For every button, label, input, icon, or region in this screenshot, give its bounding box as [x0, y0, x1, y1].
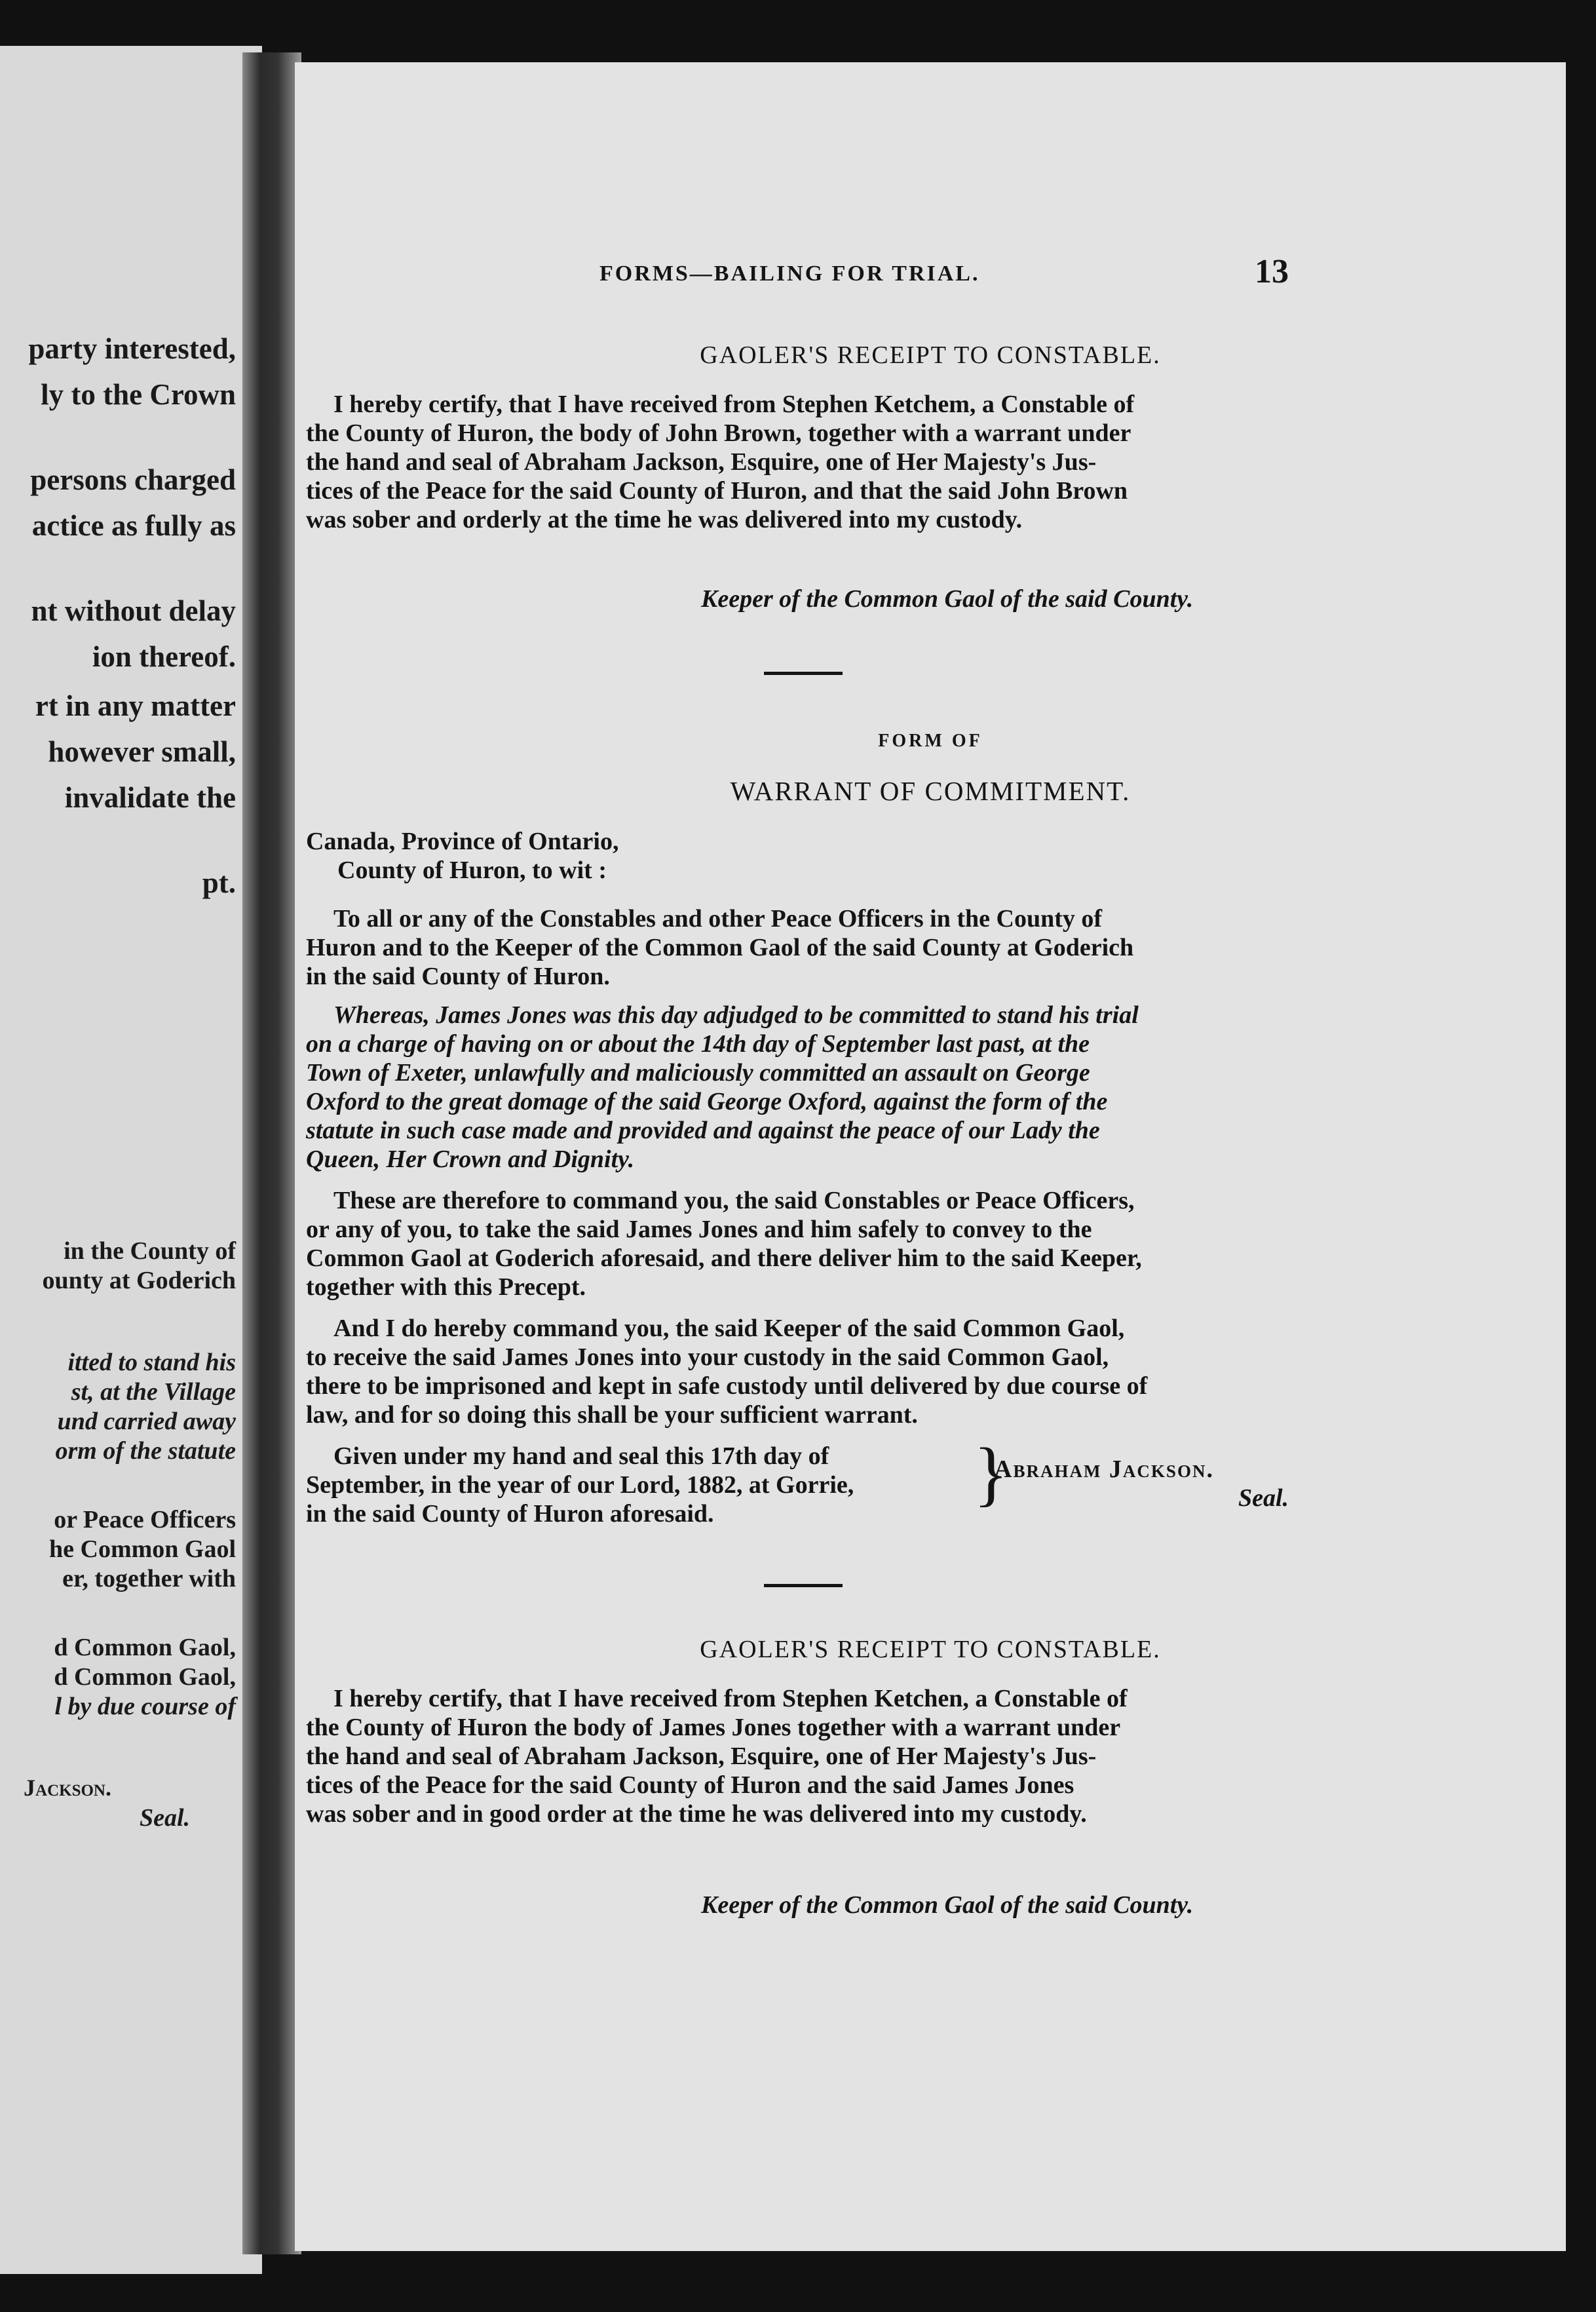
left-fragment-line: d Common Gaol, [54, 1663, 236, 1691]
warrant-address-line: in the said County of Huron. [306, 963, 610, 990]
left-fragment-line: however small, [48, 735, 236, 768]
receipt2-line: was sober and in good order at the time he was delivered into my custody. [306, 1800, 1087, 1828]
warrant-command-line: together with this Precept. [306, 1273, 586, 1301]
receipt2-line: the hand and seal of Abraham Jackson, Esquire, one of Her Majesty's Jus- [306, 1743, 1097, 1770]
warrant-title: WARRANT OF COMMITMENT. [730, 776, 1131, 806]
warrant-keeper-line: law, and for so doing this shall be your sufficient warrant. [306, 1401, 918, 1429]
left-fragment-line: st, at the Village [71, 1378, 236, 1406]
receipt1-signature: Keeper of the Common Gaol of the said County. [701, 585, 1194, 613]
warrant-keeper-command [306, 1314, 1315, 1429]
receipt1-title: GAOLER'S RECEIPT TO CONSTABLE. [700, 341, 1161, 369]
warrant-keeper-line: there to be imprisoned and kept in safe custody until delivered by due course of [306, 1372, 1148, 1400]
page-number: 13 [1255, 253, 1289, 290]
running-head: FORMS—BAILING FOR TRIAL. [599, 261, 980, 286]
left-fragment-line: d Common Gaol, [54, 1634, 236, 1661]
warrant-command-line: Common Gaol at Goderich aforesaid, and there deliver him to the said Keeper, [306, 1244, 1142, 1272]
warrant-command-line: These are therefore to command you, the said Constables or Peace Officers, [333, 1187, 1135, 1214]
warrant-venue-province: Canada, Province of Ontario, [306, 828, 619, 855]
warrant-form-of: FORM OF [878, 731, 983, 751]
left-fragment-line: ounty at Goderich [42, 1267, 236, 1294]
left-fragment-line: actice as fully as [31, 509, 236, 542]
warrant-keeper-line: And I do hereby command you, the said Keeper of the said Common Gaol, [333, 1315, 1125, 1342]
warrant-whereas-line: Whereas, James Jones was this day adjudged to be committed to stand his trial [333, 1001, 1139, 1029]
section-rule [764, 672, 843, 675]
left-fragment-line: pt. [202, 866, 236, 899]
left-fragment-line: er, together with [62, 1565, 236, 1592]
left-fragment-line: orm of the statute [55, 1437, 236, 1465]
section-rule [764, 1584, 843, 1587]
warrant-given-line: September, in the year of our Lord, 1882, at Gorrie, [306, 1471, 854, 1499]
warrant-seal: Seal. [1238, 1484, 1289, 1512]
left-fragment-line: party interested, [28, 332, 236, 365]
left-fragment-seal: Seal. [139, 1804, 190, 1832]
warrant-whereas-line: Queen, Her Crown and Dignity. [306, 1146, 635, 1173]
warrant-given [306, 1442, 968, 1528]
left-fragment-line: nt without delay [31, 594, 236, 627]
receipt2-line: tices of the Peace for the said County of Huron and the said James Jones [306, 1771, 1074, 1799]
left-fragment-line: ion thereof. [92, 640, 236, 673]
receipt1-line: tices of the Peace for the said County of Huron, and that the said John Brown [306, 477, 1128, 505]
left-fragment-line: rt in any matter [35, 689, 236, 722]
left-fragment-line: itted to stand his [67, 1349, 236, 1376]
warrant-keeper-line: to receive the said James Jones into your custody in the said Common Gaol, [306, 1343, 1109, 1371]
receipt1-line: the hand and seal of Abraham Jackson, Esquire, one of Her Majesty's Jus- [306, 448, 1097, 476]
warrant-given-line: in the said County of Huron aforesaid. [306, 1500, 714, 1528]
warrant-whereas-line: Town of Exeter, unlawfully and maliciously committed an assault on George [306, 1059, 1090, 1087]
warrant-address-line: To all or any of the Constables and other Peace Officers in the County of [333, 905, 1103, 933]
warrant-whereas-line: Oxford to the great domage of the said George Oxford, against the form of the [306, 1088, 1108, 1115]
warrant-whereas-line: on a charge of having on or about the 14th day of September last past, at the [306, 1030, 1090, 1058]
warrant-signer: Abraham Jackson. [994, 1455, 1214, 1483]
receipt2-title: GAOLER'S RECEIPT TO CONSTABLE. [700, 1636, 1161, 1663]
receipt2-line: the County of Huron the body of James Jones together with a warrant under [306, 1714, 1121, 1741]
receipt1-line: I hereby certify, that I have received from Stephen Ketchem, a Constable of [333, 391, 1135, 418]
warrant-address [306, 904, 1315, 991]
receipt1-line: the County of Huron, the body of John Brown, together with a warrant under [306, 419, 1131, 447]
left-fragment-line: l by due course of [54, 1693, 236, 1720]
left-fragment-line: in the County of [64, 1237, 236, 1265]
warrant-address-line: Huron and to the Keeper of the Common Gaol of the said County at Goderich [306, 934, 1134, 961]
left-fragment-line: ly to the Crown [41, 378, 236, 411]
receipt2-line: I hereby certify, that I have received from Stephen Ketchen, a Constable of [333, 1685, 1128, 1712]
left-fragment-line: persons charged [30, 463, 236, 496]
left-fragment-line: or Peace Officers [54, 1506, 236, 1533]
warrant-venue-county: County of Huron, to wit : [337, 857, 607, 884]
warrant-whereas [306, 1001, 1315, 1174]
receipt2-body [306, 1684, 1315, 1828]
receipt1-line: was sober and orderly at the time he was delivered into my custody. [306, 506, 1023, 533]
book-gutter [242, 52, 301, 2254]
left-fragment-signer: Jackson. [24, 1775, 111, 1801]
signature-brace: } [974, 1433, 1008, 1513]
left-fragment-line: und carried away [57, 1408, 236, 1435]
warrant-whereas-line: statute in such case made and provided and against the peace of our Lady the [306, 1117, 1100, 1144]
left-fragment-line: he Common Gaol [49, 1535, 236, 1563]
warrant-given-line: Given under my hand and seal this 17th day of [333, 1442, 829, 1470]
receipt1-body [306, 390, 1315, 534]
left-page-fragment [0, 46, 262, 2274]
warrant-command [306, 1186, 1315, 1301]
left-fragment-line: invalidate the [64, 781, 236, 814]
warrant-command-line: or any of you, to take the said James Jones and him safely to convey to the [306, 1216, 1092, 1243]
receipt2-signature: Keeper of the Common Gaol of the said County. [701, 1891, 1194, 1919]
right-page [295, 62, 1566, 2251]
